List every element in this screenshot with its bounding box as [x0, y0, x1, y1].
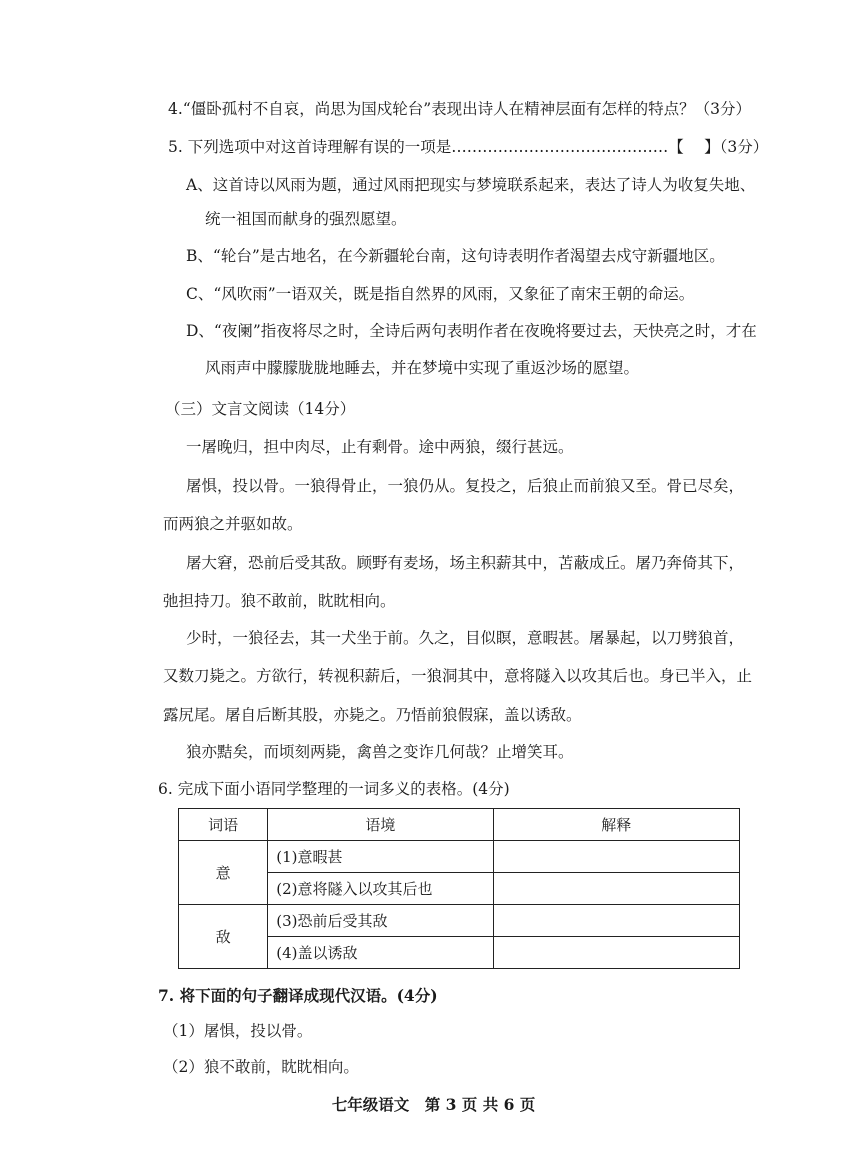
- option-d-line2: 风雨声中朦朦胧胧地睡去，并在梦境中实现了重返沙场的愿望。: [205, 359, 640, 377]
- question-7-item: （2）狼不敢前，眈眈相向。: [163, 1058, 359, 1076]
- table-header: 语境: [268, 809, 493, 841]
- table-row: [179, 905, 740, 937]
- option-b: B、“轮台”是古地名，在今新疆轮台南，这句诗表明作者渴望去戍守新疆地区。: [186, 247, 725, 265]
- question-5: 5. 下列选项中对这首诗理解有误的一项是……………………………………【 】（3分）: [168, 138, 769, 156]
- passage-line: 弛担持刀。狼不敢前，眈眈相向。: [163, 592, 396, 610]
- table-header: 词语: [179, 809, 268, 841]
- passage-line: 又数刀毙之。方欲行，转视积薪后，一狼洞其中，意将隧入以攻其后也。身已半入，止: [163, 667, 753, 685]
- passage-line: 露尻尾。屠自后断其股，亦毙之。乃悟前狼假寐，盖以诱敌。: [163, 706, 582, 724]
- answer-blank[interactable]: [493, 905, 739, 937]
- question-4: 4.“僵卧孤村不自哀，尚思为国戍轮台”表现出诗人在精神层面有怎样的特点？（3分）: [168, 100, 752, 118]
- passage-line: 少时，一狼径去，其一犬坐于前。久之，目似瞑，意暇甚。屠暴起，以刀劈狼首，: [186, 629, 745, 647]
- table-row: [179, 841, 740, 873]
- passage-line: 屠大窘，恐前后受其敌。顾野有麦场，场主积薪其中，苫蔽成丘。屠乃奔倚其下，: [186, 554, 745, 572]
- polysemy-table: [178, 808, 740, 969]
- passage-line: 屠惧，投以骨。一狼得骨止，一狼仍从。复投之，后狼止而前狼又至。骨已尽矣，: [186, 477, 745, 495]
- table-cell-context: (1)意暇甚: [268, 841, 493, 873]
- option-d-line1: D、“夜阑”指夜将尽之时，全诗后两句表明作者在夜晚将要过去，天快亮之时，才在: [186, 322, 757, 340]
- table-cell-context: (2)意将隧入以攻其后也: [268, 873, 493, 905]
- answer-blank[interactable]: [493, 873, 739, 905]
- question-7-item: （1）屠惧，投以骨。: [163, 1022, 313, 1040]
- table-cell-word: 敌: [179, 905, 268, 969]
- option-a-line2: 统一祖国而献身的强烈愿望。: [205, 210, 407, 228]
- option-a-line1: A、这首诗以风雨为题，通过风雨把现实与梦境联系起来，表达了诗人为收复失地、: [186, 176, 756, 194]
- section-title: （三）文言文阅读（14分）: [165, 400, 356, 418]
- question-6: 6. 完成下面小语同学整理的一词多义的表格。(4分): [158, 780, 510, 798]
- table-header-row: [179, 809, 740, 841]
- question-7: 7. 将下面的句子翻译成现代汉语。(4分): [158, 986, 438, 1005]
- table-cell-context: (4)盖以诱敌: [268, 937, 493, 969]
- answer-blank[interactable]: [493, 937, 739, 969]
- passage-line: 狼亦黠矣，而顷刻两毙，禽兽之变诈几何哉？止增笑耳。: [186, 743, 574, 761]
- answer-blank[interactable]: [493, 841, 739, 873]
- table-header: 解释: [493, 809, 739, 841]
- table-cell-context: (3)恐前后受其敌: [268, 905, 493, 937]
- page-footer: 七年级语文 第 3 页 共 6 页: [331, 1095, 536, 1114]
- passage-line: 而两狼之并驱如故。: [163, 515, 303, 533]
- option-c: C、“风吹雨”一语双关，既是指自然界的风雨，又象征了南宋王朝的命运。: [186, 285, 695, 303]
- passage-line: 一屠晚归，担中肉尽，止有剩骨。途中两狼，缀行甚远。: [186, 438, 574, 456]
- table-cell-word: 意: [179, 841, 268, 905]
